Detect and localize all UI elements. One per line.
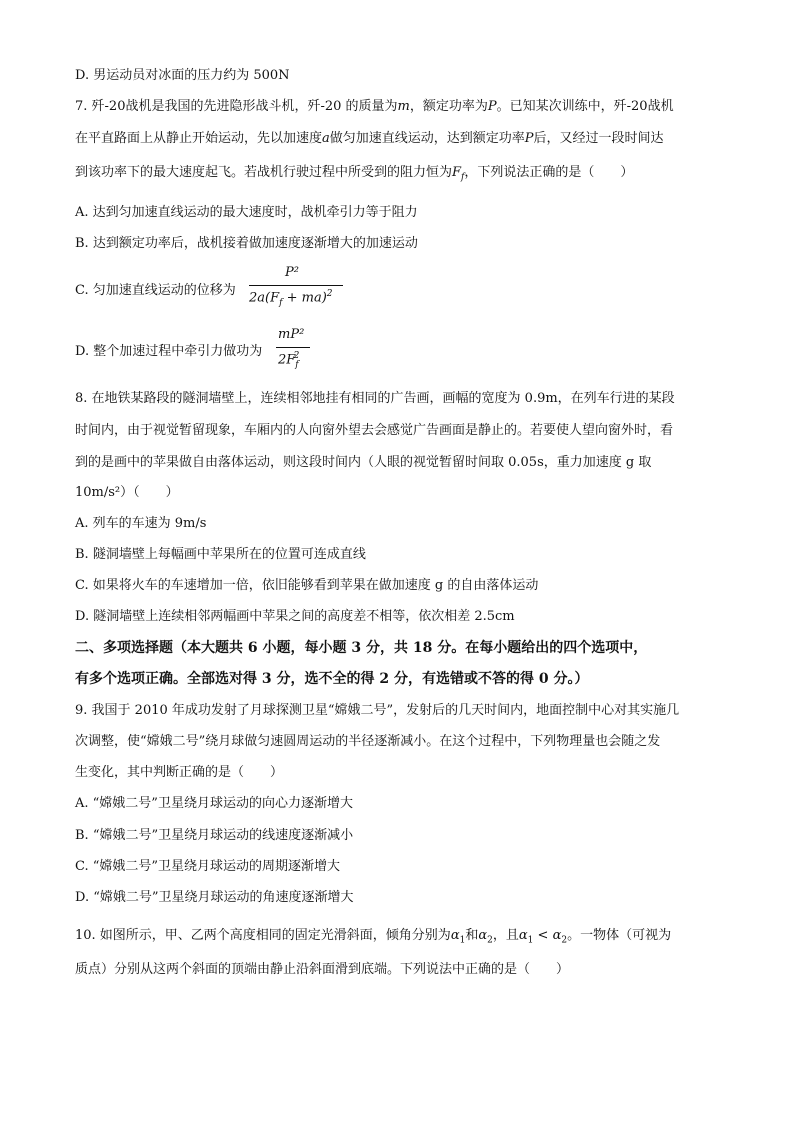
subscript: f xyxy=(461,172,465,183)
numerator: mP² xyxy=(278,327,305,342)
text: ，下列说法正确的是（ ） xyxy=(464,165,634,180)
q7c-fraction xyxy=(247,265,347,311)
text: 质点）分别从这两个斜面的顶端由静止沿斜面滑到底端。下列说法中正确的是（ ） xyxy=(75,962,570,977)
text: 和 xyxy=(465,928,479,943)
text: 有多个选项正确。全部选对得 3 分，选不全的得 2 分，有选错或不答的得 0 分。） xyxy=(75,671,589,687)
text: D. “嫦娥二号”卫星绕月球运动的角速度逐渐增大 xyxy=(75,890,354,905)
q8-option-b xyxy=(75,547,366,563)
q7-option-d xyxy=(75,344,262,360)
text: A. 达到匀加速直线运动的最大速度时，战机牵引力等于阻力 xyxy=(75,205,418,220)
var-m: m xyxy=(397,99,410,114)
q7-option-b xyxy=(75,236,418,252)
denominator: $2a(F_f + ma)^2$ xyxy=(249,289,333,308)
text: 次调整，使“嫦娥二号”绕月球做匀速圆周运动的半径逐渐减小。在这个过程中，下列物理量也会随之发 xyxy=(75,734,661,749)
subscript: 2 xyxy=(561,935,568,946)
text: C. 如果将火车的车速增加一倍，依旧能够看到苹果在做加速度 g 的自由落体运动 xyxy=(75,578,539,593)
subscript: 1 xyxy=(527,935,534,946)
q8-stem-line1 xyxy=(75,391,675,407)
denominator: $2F_f^2$ xyxy=(278,351,300,370)
text: 时间内，由于视觉暂留现象，车厢内的人向窗外望去会感觉广告画面是静止的。若要使人望向窗外时，看 xyxy=(75,423,674,438)
var-alpha: α xyxy=(518,928,528,943)
text: B. 隧洞墙壁上每幅画中苹果所在的位置可连成直线 xyxy=(75,547,366,562)
q6-option-d xyxy=(75,68,290,84)
q10-stem-line2 xyxy=(75,962,569,978)
q10-stem-line1 xyxy=(75,928,671,949)
q9-option-b xyxy=(75,828,353,844)
var-p: P xyxy=(524,131,534,146)
q9-option-a xyxy=(75,796,353,812)
q9-stem-line1 xyxy=(75,703,679,719)
text: 生变化，其中判断正确的是（ ） xyxy=(75,765,284,780)
section-2-heading-line2 xyxy=(75,671,588,687)
text: 到该功率下的最大速度起飞。若战机行驶过程中所受到的阻力恒为 xyxy=(75,165,453,180)
text: 。一物体（可视为 xyxy=(567,928,672,943)
text: < xyxy=(533,928,553,943)
q9-option-c xyxy=(75,859,340,875)
q7-option-a xyxy=(75,205,418,221)
text: ，额定功率为 xyxy=(409,99,488,114)
q8-stem-line2 xyxy=(75,423,673,439)
q8-option-d xyxy=(75,609,515,625)
text: 。已知某次训练中，歼-20战机 xyxy=(496,99,674,114)
q7d-fraction xyxy=(276,327,316,373)
q7-option-c xyxy=(75,283,236,299)
text: 做匀加速直线运动，达到额定功率 xyxy=(329,131,525,146)
text: 7. 歼-20战机是我国的先进隐形战斗机，歼-20 的质量为 xyxy=(75,99,398,114)
var-p: P xyxy=(487,99,497,114)
var-alpha: α xyxy=(450,928,460,943)
text: D. 男运动员对冰面的压力约为 500N xyxy=(75,68,290,83)
q8-option-c xyxy=(75,578,538,594)
text: A. “嫦娥二号”卫星绕月球运动的向心力逐渐增大 xyxy=(75,796,353,811)
text: 10. 如图所示，甲、乙两个高度相同的固定光滑斜面，倾角分别为 xyxy=(75,928,451,943)
text: D. 隧洞墙壁上连续相邻两幅画中苹果之间的高度差不相等，依次相差 2.5cm xyxy=(75,609,515,624)
q8-option-a xyxy=(75,516,206,532)
q7-stem-line1 xyxy=(75,99,674,115)
q8-stem-line3 xyxy=(75,455,651,471)
q8-stem-line4 xyxy=(75,485,179,501)
text: 8. 在地铁某路段的隧洞墙壁上，连续相邻地挂有相同的广告画，画幅的宽度为 0.9m，在列车行进的某段 xyxy=(75,391,675,406)
numerator: P² xyxy=(285,265,299,280)
text: A. 列车的车速为 9m/s xyxy=(75,516,207,531)
text: 到的是画中的苹果做自由落体运动，则这段时间内（人眼的视觉暂留时间取 0.05s，重力加速度 g 取 xyxy=(75,455,652,470)
q9-stem-line2 xyxy=(75,734,660,750)
subscript: 2 xyxy=(487,935,493,946)
text: 9. 我国于 2010 年成功发射了月球探测卫星“嫦娥二号”，发射后的几天时间内，地面控制中心对其实施几 xyxy=(75,703,680,718)
text: 二、多项选择题（本大题共 6 小题，每小题 3 分，共 18 分。在每小题给出的四个选项中， xyxy=(75,640,648,656)
var-f: F xyxy=(452,165,462,180)
text: B. 达到额定功率后，战机接着做加速度逐渐增大的加速运动 xyxy=(75,236,418,251)
var-alpha: α xyxy=(478,928,488,943)
q7-stem-line2 xyxy=(75,131,664,147)
text: C. “嫦娥二号”卫星绕月球运动的周期逐渐增大 xyxy=(75,859,341,874)
fraction-bar xyxy=(276,347,310,348)
text: D. 整个加速过程中牵引力做功为 xyxy=(75,344,263,359)
q9-option-d xyxy=(75,890,354,906)
var-a: a xyxy=(322,131,330,146)
section-2-heading-line1 xyxy=(75,640,647,656)
text: 在平直路面上从静止开始运动，先以加速度 xyxy=(75,131,323,146)
text: B. “嫦娥二号”卫星绕月球运动的线速度逐渐减小 xyxy=(75,828,354,843)
fraction-bar xyxy=(249,285,343,286)
text: 10m/s²）（ ） xyxy=(75,485,179,500)
text: ，且 xyxy=(492,928,519,943)
var-alpha: α xyxy=(552,928,562,943)
q9-stem-line3 xyxy=(75,765,283,781)
q7-stem-line3 xyxy=(75,165,633,186)
text: 后，又经过一段时间达 xyxy=(533,131,664,146)
subscript: 1 xyxy=(459,935,466,946)
text: C. 匀加速直线运动的位移为 xyxy=(75,283,236,298)
